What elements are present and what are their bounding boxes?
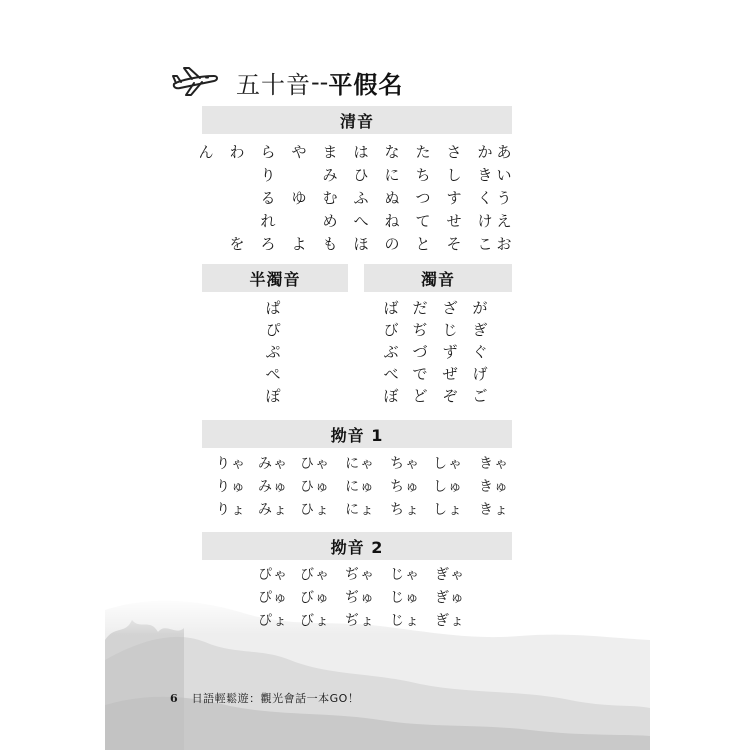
kana-cell: ぺ [265,365,281,383]
kana-cell: ゆ [291,189,307,207]
kana-cell: ひゅ [300,479,330,495]
kana-cell: ざ [442,299,458,317]
title-main: 五十音 [236,70,311,99]
kana-cell: ま [322,143,338,161]
title-sub: 平假名 [328,70,404,99]
kana-cell: げ [472,365,488,383]
kana-cell: ぴ [265,321,281,339]
kana-cell: ぎゃ [435,567,465,583]
kana-cell: ちゅ [390,479,420,495]
kana-cell: さ [446,143,462,161]
kana-cell: で [412,365,428,383]
kana-cell: ぽ [265,387,281,405]
kana-cell: ぴゃ [258,567,288,583]
kana-cell: ご [472,387,488,405]
page-footer [170,690,359,706]
kana-cell: じ [442,321,458,339]
kana-cell: む [322,189,338,207]
kana-cell: りゃ [216,456,246,472]
kana-cell: ほ [353,235,369,253]
kana-cell: ぎょ [435,613,465,629]
kana-cell: ぴゅ [258,590,288,606]
youon1-header-label: 拗音 1 [330,425,384,445]
kana-cell: ぜ [442,365,458,383]
kana-cell: ぢゅ [345,590,375,606]
kana-cell: お [496,235,512,253]
kana-cell: れ [260,212,276,230]
kana-cell: ぼ [383,387,399,405]
kana-cell: と [415,235,431,253]
kana-cell: じょ [390,613,420,629]
kana-cell: り [260,166,276,184]
kana-cell: び [383,321,399,339]
kana-cell: ぞ [442,387,458,405]
kana-cell: りょ [216,502,246,518]
kana-cell: ぢょ [345,613,375,629]
section-header-seion [202,106,512,134]
kana-cell: あ [496,143,512,161]
kana-cell: け [477,212,493,230]
kana-cell: じゃ [390,567,420,583]
kana-cell: き [477,166,493,184]
kana-cell: ぐ [472,343,488,361]
kana-cell: て [415,212,431,230]
kana-cell: が [472,299,488,317]
kana-cell: す [446,189,462,207]
kana-cell: ぬ [384,189,400,207]
kana-cell: た [415,143,431,161]
kana-cell: め [322,212,338,230]
section-header-handakuon [202,264,348,292]
kana-cell: じゅ [390,590,420,606]
kana-cell: みょ [258,502,288,518]
kana-cell: の [384,235,400,253]
kana-cell: ぶ [383,343,399,361]
kana-cell: な [384,143,400,161]
kana-cell: べ [383,365,399,383]
kana-cell: ん [198,143,214,161]
kana-cell: そ [446,235,462,253]
kana-cell: ひ [353,166,369,184]
section-header-dakuon [364,264,512,292]
kana-cell: ち [415,166,431,184]
kana-cell: へ [353,212,369,230]
youon2-header-label: 拗音 2 [330,537,384,557]
kana-cell: しょ [433,502,463,518]
kana-cell: しゅ [433,479,463,495]
kana-cell: りゅ [216,479,246,495]
kana-cell: に [384,166,400,184]
page-title [170,64,403,100]
kana-cell: にょ [345,502,375,518]
kana-cell: わ [229,143,245,161]
page-number: 6 [170,692,178,705]
kana-cell: にゅ [345,479,375,495]
section-header-youon-1 [202,420,512,448]
kana-cell: だ [412,299,428,317]
kana-cell: こ [477,235,493,253]
kana-cell: ね [384,212,400,230]
kana-cell: み [322,166,338,184]
kana-cell: みゅ [258,479,288,495]
kana-cell: しゃ [433,456,463,472]
kana-cell: ろ [260,235,276,253]
kana-cell: みゃ [258,456,288,472]
kana-cell: ちゃ [390,456,420,472]
kana-cell: や [291,143,307,161]
kana-cell: きょ [479,502,509,518]
kana-cell: ぷ [265,343,281,361]
dakuon-header-label: 濁音 [420,269,455,289]
kana-cell: う [496,189,512,207]
kana-cell: は [353,143,369,161]
kana-cell: ぱ [265,299,281,317]
kana-cell: ぎ [472,321,488,339]
kana-cell: え [496,212,512,230]
kana-cell: づ [412,343,428,361]
kana-cell: せ [446,212,462,230]
kana-cell: びょ [300,613,330,629]
kana-cell: く [477,189,493,207]
book-title: 日語輕鬆遊：觀光會話一本GO！ [191,692,360,705]
kana-cell: よ [291,235,307,253]
handakuon-header-label: 半濁音 [249,269,301,289]
section-header-youon-2 [202,532,512,560]
seion-header-label: 清音 [339,111,374,131]
kana-cell: ぢゃ [345,567,375,583]
kana-cell: し [446,166,462,184]
kana-cell: びゅ [300,590,330,606]
kana-cell: びゃ [300,567,330,583]
kana-cell: ひゃ [300,456,330,472]
kana-cell: きゅ [479,479,509,495]
kana-cell: ちょ [390,502,420,518]
kana-cell: ら [260,143,276,161]
kana-cell: か [477,143,493,161]
kana-cell: ぴょ [258,613,288,629]
kana-cell: つ [415,189,431,207]
kana-cell: も [322,235,338,253]
airplane-icon [170,64,220,100]
kana-cell: い [496,166,512,184]
kana-cell: にゃ [345,456,375,472]
kana-cell: る [260,189,276,207]
title-separator: -- [311,68,329,96]
kana-cell: を [229,235,245,253]
kana-cell: ふ [353,189,369,207]
kana-cell: ひょ [300,502,330,518]
kana-cell: ぢ [412,321,428,339]
kana-cell: ば [383,299,399,317]
kana-cell: ず [442,343,458,361]
kana-cell: ぎゅ [435,590,465,606]
kana-cell: ど [412,387,428,405]
kana-cell: きゃ [479,456,509,472]
